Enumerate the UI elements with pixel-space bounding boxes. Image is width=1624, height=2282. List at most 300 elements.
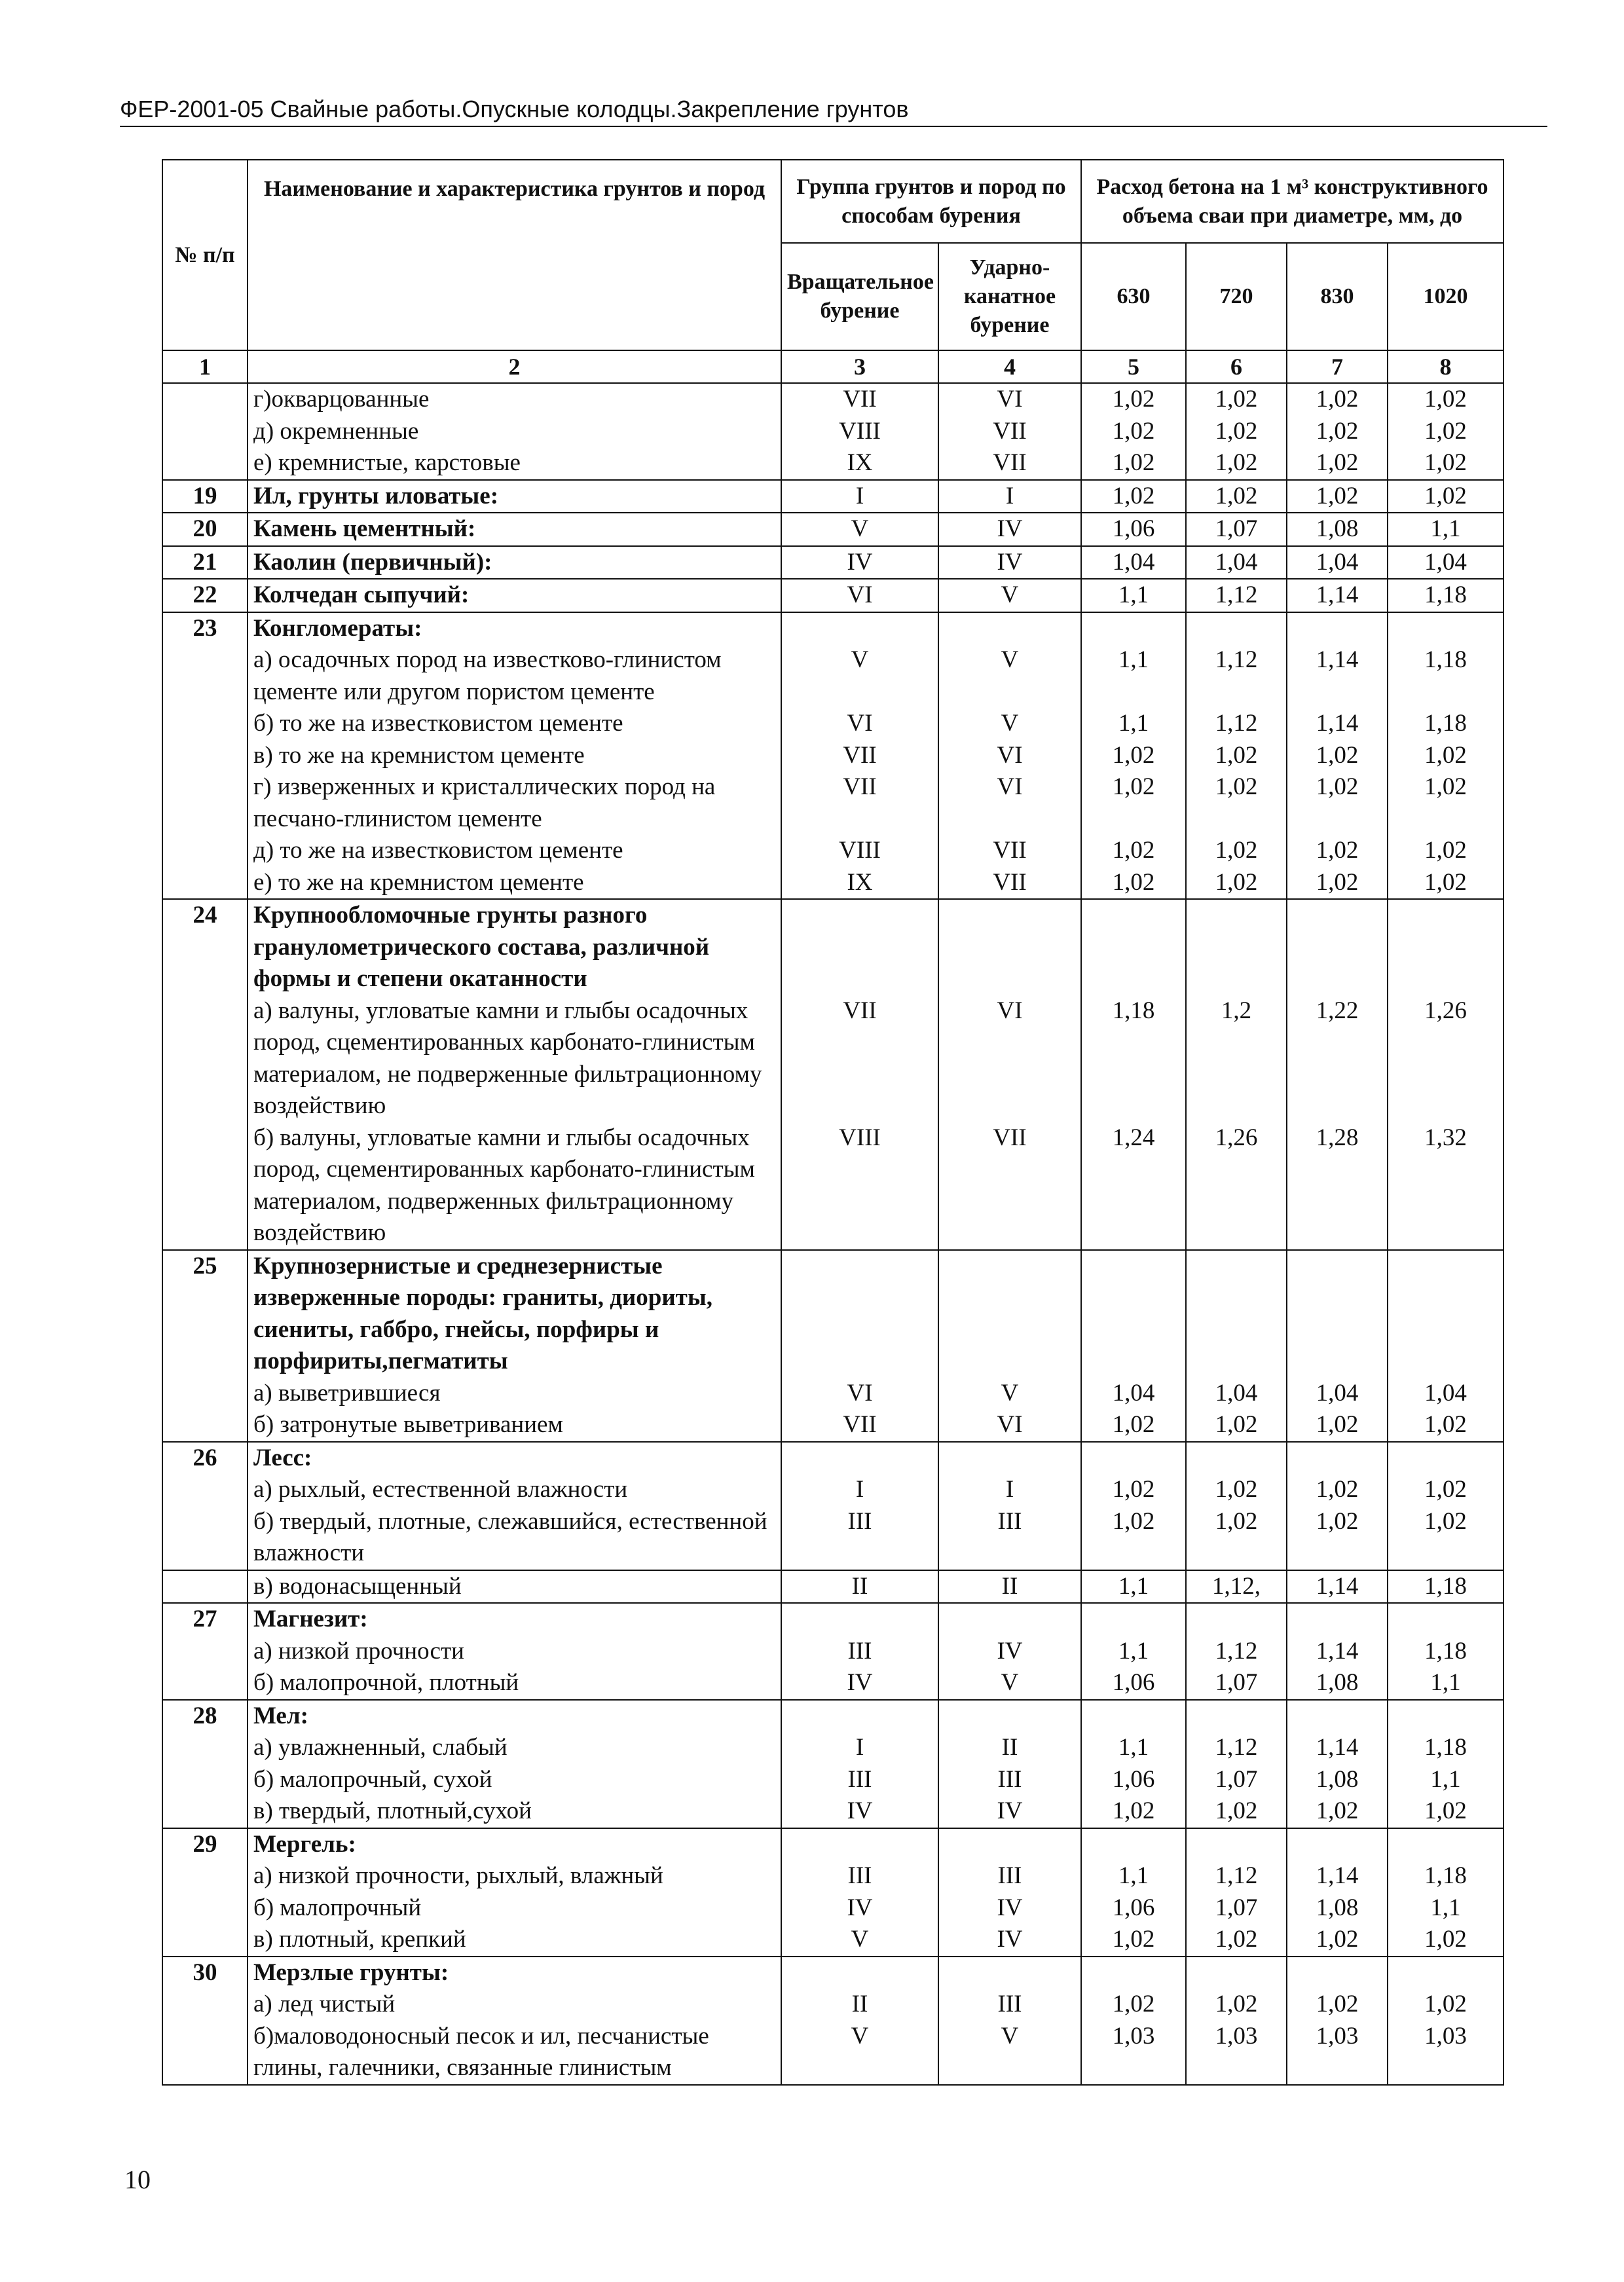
table-row xyxy=(162,1506,1504,1570)
row-soil-name: Камень цементный: xyxy=(248,513,781,546)
row-value-720: 1,12 xyxy=(1186,579,1287,612)
col-number-8: 8 xyxy=(1388,350,1504,383)
table-row xyxy=(162,1989,1504,2021)
row-value-1020: 1,18 xyxy=(1388,1860,1504,1892)
row-percussion-group: III xyxy=(938,1764,1081,1796)
row-value-630 xyxy=(1081,1957,1186,1989)
row-number xyxy=(162,1506,248,1570)
table-row xyxy=(162,416,1504,448)
row-percussion-group: V xyxy=(938,2021,1081,2085)
row-value-830: 1,14 xyxy=(1287,1860,1388,1892)
table-row xyxy=(162,1828,1504,1861)
table-row xyxy=(162,708,1504,740)
row-value-830: 1,14 xyxy=(1287,1732,1388,1764)
row-rotary-group: VII xyxy=(781,995,938,1122)
row-rotary-group xyxy=(781,1828,938,1861)
row-value-830: 1,02 xyxy=(1287,835,1388,867)
row-rotary-group xyxy=(781,899,938,995)
row-value-830: 1,02 xyxy=(1287,383,1388,416)
row-value-720: 1,02 xyxy=(1186,1924,1287,1957)
row-value-720: 1,02 xyxy=(1186,867,1287,900)
row-rotary-group: VII xyxy=(781,740,938,772)
row-value-630: 1,02 xyxy=(1081,447,1186,480)
row-number: 28 xyxy=(162,1700,248,1733)
row-percussion-group: VI xyxy=(938,1409,1081,1442)
row-percussion-group: I xyxy=(938,480,1081,513)
row-value-720: 1,07 xyxy=(1186,1667,1287,1700)
row-number xyxy=(162,416,248,448)
table-body xyxy=(162,383,1504,2085)
row-value-630: 1,02 xyxy=(1081,480,1186,513)
row-number xyxy=(162,771,248,835)
row-rotary-group: VIII xyxy=(781,416,938,448)
col-header-d720: 720 xyxy=(1186,243,1287,350)
row-percussion-group: VI xyxy=(938,771,1081,835)
row-rotary-group xyxy=(781,1442,938,1475)
row-value-720: 1,02 xyxy=(1186,1989,1287,2021)
row-rotary-group: III xyxy=(781,1764,938,1796)
row-percussion-group: III xyxy=(938,1860,1081,1892)
row-value-630 xyxy=(1081,1828,1186,1861)
col-header-d630: 630 xyxy=(1081,243,1186,350)
row-value-1020: 1,1 xyxy=(1388,1892,1504,1924)
row-value-720 xyxy=(1186,1700,1287,1733)
table-row xyxy=(162,579,1504,612)
col-header-group: Группа грунтов и пород по способам бурения xyxy=(781,160,1081,243)
row-value-720: 1,02 xyxy=(1186,480,1287,513)
row-value-830: 1,14 xyxy=(1287,644,1388,708)
col-number-3: 3 xyxy=(781,350,938,383)
row-rotary-group: IV xyxy=(781,1795,938,1828)
table-row xyxy=(162,513,1504,546)
row-value-1020 xyxy=(1388,1700,1504,1733)
col-header-percussion: Ударно-канатное бурение xyxy=(938,243,1081,350)
row-percussion-group xyxy=(938,1603,1081,1636)
row-value-1020 xyxy=(1388,1603,1504,1636)
header-rule xyxy=(120,126,1547,127)
row-value-830: 1,02 xyxy=(1287,1924,1388,1957)
row-percussion-group: V xyxy=(938,1667,1081,1700)
table-row xyxy=(162,1409,1504,1442)
row-value-630: 1,1 xyxy=(1081,1636,1186,1668)
row-value-720: 1,2 xyxy=(1186,995,1287,1122)
table-row xyxy=(162,1860,1504,1892)
row-soil-name: Каолин (первичный): xyxy=(248,546,781,580)
row-percussion-group: IV xyxy=(938,513,1081,546)
row-rotary-group: VIII xyxy=(781,1122,938,1250)
row-number xyxy=(162,708,248,740)
table-row xyxy=(162,1892,1504,1924)
row-number xyxy=(162,1764,248,1796)
row-number xyxy=(162,644,248,708)
row-rotary-group xyxy=(781,1957,938,1989)
row-percussion-group: III xyxy=(938,1989,1081,2021)
row-number: 20 xyxy=(162,513,248,546)
row-value-830: 1,02 xyxy=(1287,740,1388,772)
row-percussion-group: IV xyxy=(938,1636,1081,1668)
row-soil-name: в) твердый, плотный,сухой xyxy=(248,1795,781,1828)
row-soil-name: д) окремненные xyxy=(248,416,781,448)
row-percussion-group: II xyxy=(938,1570,1081,1604)
row-percussion-group xyxy=(938,1250,1081,1378)
table-row xyxy=(162,1764,1504,1796)
row-soil-name: Магнезит: xyxy=(248,1603,781,1636)
row-value-720: 1,12 xyxy=(1186,1732,1287,1764)
row-soil-name: Крупнообломочные грунты разного гранулометрического состава, различной формы и степени окатанности xyxy=(248,899,781,995)
row-value-1020: 1,26 xyxy=(1388,995,1504,1122)
row-value-630 xyxy=(1081,899,1186,995)
row-value-630: 1,02 xyxy=(1081,383,1186,416)
row-value-720: 1,12 xyxy=(1186,708,1287,740)
row-soil-name: е) кремнистые, карстовые xyxy=(248,447,781,480)
row-value-720: 1,12 xyxy=(1186,1860,1287,1892)
row-rotary-group: II xyxy=(781,1989,938,2021)
row-soil-name: в) водонасыщенный xyxy=(248,1570,781,1604)
row-number xyxy=(162,740,248,772)
row-percussion-group: IV xyxy=(938,546,1081,580)
row-value-630 xyxy=(1081,1250,1186,1378)
row-value-630: 1,02 xyxy=(1081,1474,1186,1506)
row-number xyxy=(162,1667,248,1700)
row-value-630 xyxy=(1081,1700,1186,1733)
row-value-630: 1,06 xyxy=(1081,1892,1186,1924)
table-row xyxy=(162,1795,1504,1828)
row-value-1020 xyxy=(1388,1957,1504,1989)
row-value-1020: 1,02 xyxy=(1388,835,1504,867)
table-row xyxy=(162,1732,1504,1764)
row-value-630: 1,02 xyxy=(1081,740,1186,772)
row-value-1020: 1,04 xyxy=(1388,546,1504,580)
row-value-830 xyxy=(1287,1603,1388,1636)
table-row xyxy=(162,1700,1504,1733)
row-value-830 xyxy=(1287,1828,1388,1861)
row-rotary-group: V xyxy=(781,644,938,708)
row-percussion-group: IV xyxy=(938,1924,1081,1957)
row-rotary-group: VI xyxy=(781,579,938,612)
row-value-720 xyxy=(1186,899,1287,995)
row-value-830: 1,02 xyxy=(1287,1795,1388,1828)
row-soil-name: Мерзлые грунты: xyxy=(248,1957,781,1989)
row-rotary-group: IX xyxy=(781,867,938,900)
row-value-720: 1,07 xyxy=(1186,513,1287,546)
row-value-630: 1,02 xyxy=(1081,1924,1186,1957)
row-value-1020: 1,02 xyxy=(1388,480,1504,513)
row-value-830 xyxy=(1287,1957,1388,1989)
row-percussion-group: VI xyxy=(938,995,1081,1122)
row-percussion-group: III xyxy=(938,1506,1081,1570)
row-rotary-group: III xyxy=(781,1636,938,1668)
row-value-630: 1,1 xyxy=(1081,579,1186,612)
table-row xyxy=(162,546,1504,580)
row-value-720: 1,07 xyxy=(1186,1892,1287,1924)
row-soil-name: а) валуны, угловатые камни и глыбы осадочных пород, сцементированных карбонато-глинистым материалом, не подверженные фильтрационному воздействию xyxy=(248,995,781,1122)
row-rotary-group: VII xyxy=(781,771,938,835)
row-value-1020: 1,02 xyxy=(1388,771,1504,835)
table-row xyxy=(162,1957,1504,1989)
row-number: 19 xyxy=(162,480,248,513)
row-value-830: 1,02 xyxy=(1287,1474,1388,1506)
row-value-630: 1,02 xyxy=(1081,1506,1186,1570)
row-rotary-group: VI xyxy=(781,708,938,740)
row-value-830: 1,04 xyxy=(1287,546,1388,580)
row-value-1020: 1,18 xyxy=(1388,1732,1504,1764)
row-rotary-group xyxy=(781,1603,938,1636)
row-value-630 xyxy=(1081,1442,1186,1475)
row-soil-name: б) то же на известковистом цементе xyxy=(248,708,781,740)
table-row xyxy=(162,1667,1504,1700)
row-value-1020: 1,1 xyxy=(1388,1764,1504,1796)
row-value-630: 1,1 xyxy=(1081,644,1186,708)
row-value-1020: 1,03 xyxy=(1388,2021,1504,2085)
row-rotary-group: VII xyxy=(781,383,938,416)
row-value-1020 xyxy=(1388,1250,1504,1378)
row-value-720: 1,02 xyxy=(1186,771,1287,835)
row-value-630: 1,03 xyxy=(1081,2021,1186,2085)
col-header-num: № п/п xyxy=(162,160,248,350)
row-number xyxy=(162,1924,248,1957)
row-value-830 xyxy=(1287,1700,1388,1733)
row-percussion-group xyxy=(938,612,1081,645)
row-number: 26 xyxy=(162,1442,248,1475)
row-rotary-group: IV xyxy=(781,1667,938,1700)
row-percussion-group: VII xyxy=(938,1122,1081,1250)
row-value-830: 1,04 xyxy=(1287,1378,1388,1410)
row-value-630: 1,02 xyxy=(1081,835,1186,867)
row-rotary-group: II xyxy=(781,1570,938,1604)
page-number: 10 xyxy=(124,2165,151,2194)
row-value-830: 1,22 xyxy=(1287,995,1388,1122)
row-rotary-group: III xyxy=(781,1860,938,1892)
row-percussion-group: V xyxy=(938,579,1081,612)
row-value-1020: 1,18 xyxy=(1388,579,1504,612)
row-value-1020: 1,02 xyxy=(1388,416,1504,448)
row-soil-name: Мел: xyxy=(248,1700,781,1733)
row-value-720: 1,12 xyxy=(1186,1636,1287,1668)
row-value-1020: 1,02 xyxy=(1388,1474,1504,1506)
row-percussion-group: IV xyxy=(938,1795,1081,1828)
row-soil-name: Конгломераты: xyxy=(248,612,781,645)
row-percussion-group xyxy=(938,1442,1081,1475)
row-value-1020: 1,18 xyxy=(1388,644,1504,708)
row-value-1020: 1,1 xyxy=(1388,1667,1504,1700)
row-rotary-group: I xyxy=(781,480,938,513)
row-value-720: 1,12, xyxy=(1186,1570,1287,1604)
row-value-1020: 1,04 xyxy=(1388,1378,1504,1410)
row-percussion-group xyxy=(938,1957,1081,1989)
row-percussion-group: VII xyxy=(938,835,1081,867)
row-value-630: 1,24 xyxy=(1081,1122,1186,1250)
row-value-830 xyxy=(1287,612,1388,645)
table-row xyxy=(162,383,1504,416)
row-value-720: 1,12 xyxy=(1186,644,1287,708)
row-value-630 xyxy=(1081,1603,1186,1636)
row-number xyxy=(162,1795,248,1828)
row-rotary-group xyxy=(781,1700,938,1733)
col-header-d1020: 1020 xyxy=(1388,243,1504,350)
row-rotary-group xyxy=(781,612,938,645)
row-number: 27 xyxy=(162,1603,248,1636)
row-soil-name: а) низкой прочности xyxy=(248,1636,781,1668)
row-soil-name: б)маловодоносный песок и ил, песчанистые глины, галечники, связанные глинистым xyxy=(248,2021,781,2085)
table-row xyxy=(162,2021,1504,2085)
row-value-1020: 1,02 xyxy=(1388,383,1504,416)
table-row xyxy=(162,995,1504,1122)
row-value-720 xyxy=(1186,1250,1287,1378)
row-value-830: 1,02 xyxy=(1287,416,1388,448)
table-row xyxy=(162,447,1504,480)
table-row xyxy=(162,1924,1504,1957)
row-value-830: 1,02 xyxy=(1287,771,1388,835)
row-soil-name: Крупнозернистые и среднезернистые изверженные породы: граниты, диориты, сиениты, габбро, гнейсы, порфиры и порфириты,пегматиты xyxy=(248,1250,781,1378)
row-percussion-group: IV xyxy=(938,1892,1081,1924)
row-value-1020: 1,02 xyxy=(1388,1989,1504,2021)
row-value-720 xyxy=(1186,1828,1287,1861)
row-value-830: 1,08 xyxy=(1287,1764,1388,1796)
row-number: 30 xyxy=(162,1957,248,1989)
row-value-720 xyxy=(1186,1442,1287,1475)
row-rotary-group: I xyxy=(781,1732,938,1764)
row-value-830 xyxy=(1287,1250,1388,1378)
soil-concrete-table xyxy=(162,159,1504,2086)
row-number: 29 xyxy=(162,1828,248,1861)
row-value-1020 xyxy=(1388,899,1504,995)
row-soil-name: а) осадочных пород на известково-глинистом цементе или другом пористом цементе xyxy=(248,644,781,708)
row-value-1020: 1,18 xyxy=(1388,1636,1504,1668)
table-row xyxy=(162,835,1504,867)
row-percussion-group: VI xyxy=(938,383,1081,416)
row-value-720 xyxy=(1186,1957,1287,1989)
row-percussion-group: V xyxy=(938,1378,1081,1410)
row-soil-name: Мергель: xyxy=(248,1828,781,1861)
table-row xyxy=(162,1378,1504,1410)
row-soil-name: а) рыхлый, естественной влажности xyxy=(248,1474,781,1506)
row-value-830: 1,14 xyxy=(1287,708,1388,740)
row-number: 21 xyxy=(162,546,248,580)
row-value-720: 1,02 xyxy=(1186,1506,1287,1570)
row-value-830: 1,02 xyxy=(1287,1989,1388,2021)
row-value-630: 1,02 xyxy=(1081,771,1186,835)
row-percussion-group xyxy=(938,1700,1081,1733)
row-value-720: 1,04 xyxy=(1186,1378,1287,1410)
row-value-630 xyxy=(1081,612,1186,645)
table-row xyxy=(162,612,1504,645)
row-number xyxy=(162,1409,248,1442)
row-value-720: 1,07 xyxy=(1186,1764,1287,1796)
row-value-1020: 1,18 xyxy=(1388,1570,1504,1604)
row-number xyxy=(162,1474,248,1506)
row-value-1020: 1,32 xyxy=(1388,1122,1504,1250)
row-soil-name: б) твердый, плотные, слежавшийся, естественной влажности xyxy=(248,1506,781,1570)
row-value-830: 1,28 xyxy=(1287,1122,1388,1250)
row-soil-name: а) выветрившиеся xyxy=(248,1378,781,1410)
row-soil-name: Лесс: xyxy=(248,1442,781,1475)
row-value-720: 1,02 xyxy=(1186,383,1287,416)
row-percussion-group: VII xyxy=(938,447,1081,480)
row-value-720: 1,02 xyxy=(1186,1795,1287,1828)
row-value-630: 1,04 xyxy=(1081,1378,1186,1410)
row-value-720: 1,26 xyxy=(1186,1122,1287,1250)
row-value-1020 xyxy=(1388,612,1504,645)
row-value-720 xyxy=(1186,612,1287,645)
row-value-720: 1,03 xyxy=(1186,2021,1287,2085)
row-value-830 xyxy=(1287,899,1388,995)
table-row xyxy=(162,480,1504,513)
table-row xyxy=(162,1250,1504,1378)
row-value-830: 1,02 xyxy=(1287,447,1388,480)
row-percussion-group: VII xyxy=(938,416,1081,448)
col-number-6: 6 xyxy=(1186,350,1287,383)
row-rotary-group xyxy=(781,1250,938,1378)
row-soil-name: в) плотный, крепкий xyxy=(248,1924,781,1957)
row-soil-name: Ил, грунты иловатые: xyxy=(248,480,781,513)
row-number xyxy=(162,2021,248,2085)
row-number xyxy=(162,995,248,1122)
row-rotary-group: IV xyxy=(781,546,938,580)
row-rotary-group: VIII xyxy=(781,835,938,867)
row-number xyxy=(162,447,248,480)
row-rotary-group: VII xyxy=(781,1409,938,1442)
row-percussion-group: VII xyxy=(938,867,1081,900)
row-number xyxy=(162,1860,248,1892)
row-rotary-group: V xyxy=(781,513,938,546)
row-value-830: 1,08 xyxy=(1287,1892,1388,1924)
table-row xyxy=(162,1474,1504,1506)
table-row xyxy=(162,867,1504,900)
row-rotary-group: III xyxy=(781,1506,938,1570)
col-header-rotary: Вращательное бурение xyxy=(781,243,938,350)
table-row xyxy=(162,1442,1504,1475)
row-number: 23 xyxy=(162,612,248,645)
col-number-5: 5 xyxy=(1081,350,1186,383)
table-row xyxy=(162,1603,1504,1636)
row-number xyxy=(162,1892,248,1924)
row-value-1020: 1,18 xyxy=(1388,708,1504,740)
col-number-4: 4 xyxy=(938,350,1081,383)
row-value-630: 1,04 xyxy=(1081,546,1186,580)
row-rotary-group: IX xyxy=(781,447,938,480)
row-soil-name: в) то же на кремнистом цементе xyxy=(248,740,781,772)
row-value-720: 1,02 xyxy=(1186,1474,1287,1506)
table-row xyxy=(162,1570,1504,1604)
row-soil-name: б) малопрочный, сухой xyxy=(248,1764,781,1796)
row-percussion-group: V xyxy=(938,708,1081,740)
row-value-720: 1,02 xyxy=(1186,416,1287,448)
col-header-name: Наименование и характеристика грунтов и пород xyxy=(248,160,781,350)
row-value-1020: 1,02 xyxy=(1388,867,1504,900)
page-header-title: ФЕР-2001-05 Свайные работы.Опускные колодцы.Закрепление грунтов xyxy=(120,96,909,122)
row-value-720 xyxy=(1186,1603,1287,1636)
row-soil-name: е) то же на кремнистом цементе xyxy=(248,867,781,900)
row-value-830: 1,02 xyxy=(1287,1506,1388,1570)
table-row xyxy=(162,644,1504,708)
row-rotary-group: V xyxy=(781,1924,938,1957)
row-value-630: 1,02 xyxy=(1081,1795,1186,1828)
row-percussion-group xyxy=(938,1828,1081,1861)
row-soil-name: Колчедан сыпучий: xyxy=(248,579,781,612)
row-value-1020: 1,02 xyxy=(1388,1506,1504,1570)
row-percussion-group: VI xyxy=(938,740,1081,772)
row-value-630: 1,02 xyxy=(1081,1409,1186,1442)
row-value-630: 1,02 xyxy=(1081,867,1186,900)
row-value-830: 1,14 xyxy=(1287,579,1388,612)
row-number xyxy=(162,867,248,900)
row-soil-name: г)окварцованные xyxy=(248,383,781,416)
row-value-830: 1,02 xyxy=(1287,867,1388,900)
row-number: 24 xyxy=(162,899,248,995)
col-header-d830: 830 xyxy=(1287,243,1388,350)
row-value-630: 1,06 xyxy=(1081,1667,1186,1700)
table-row xyxy=(162,1636,1504,1668)
